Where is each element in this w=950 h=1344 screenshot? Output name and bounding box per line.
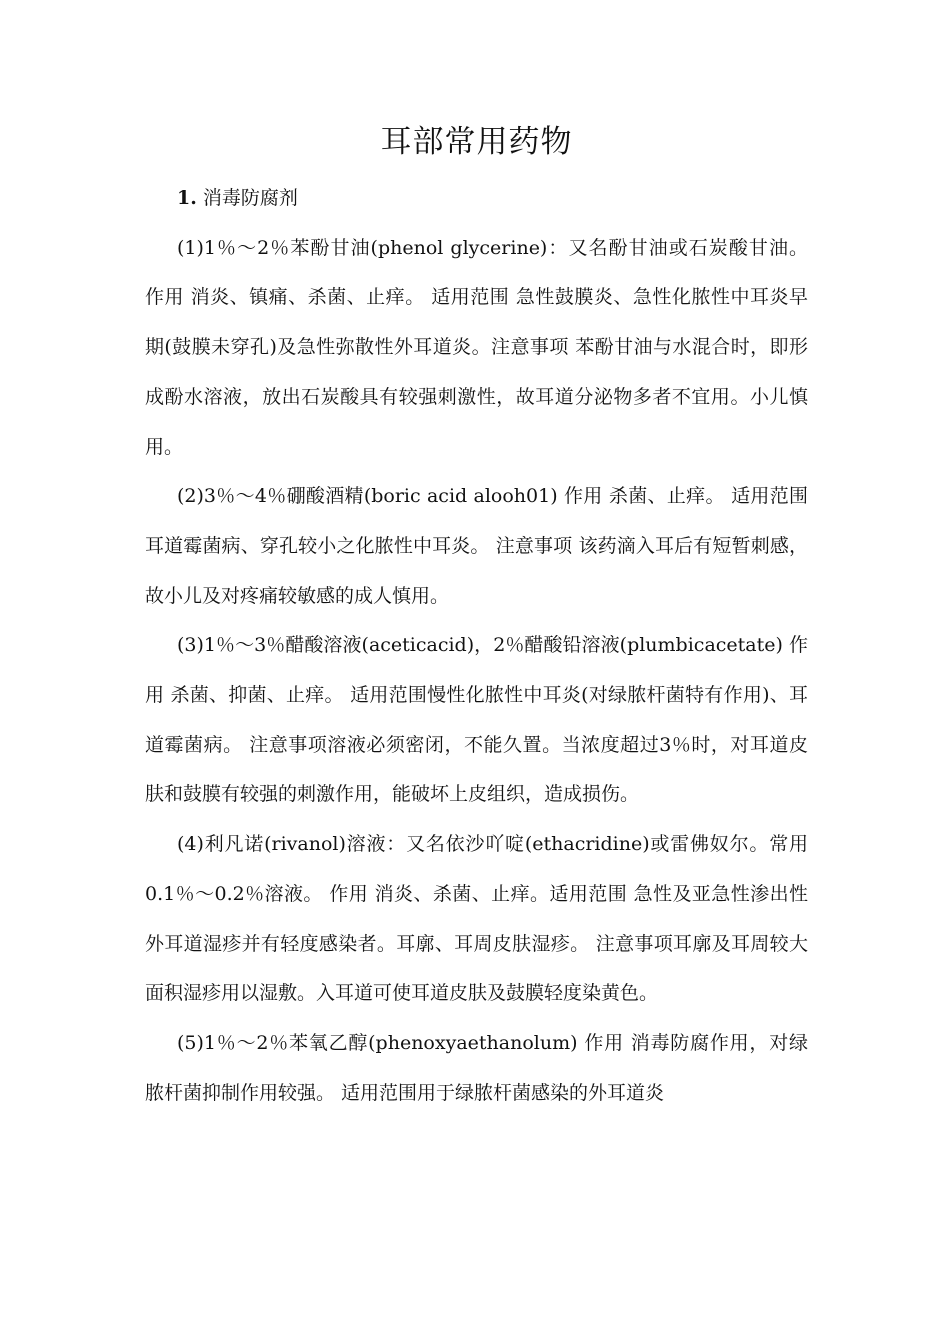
section-separator: . (190, 187, 197, 209)
paragraph-rivanol: (4)利凡诺(rivanol)溶液：又名依沙吖啶(ethacridine)或雷佛奴尔。常用0.1％～0.2％溶液。 作用 消炎、杀菌、止痒。适用范围 急性及亚急性渗出性外耳道湿疹并有轻度感染者。耳廓、耳周皮肤湿疹。 注意事项耳廓及耳周较大面积湿疹用以湿敷。入耳道可使耳道皮肤及鼓膜轻度染黄色。 (145, 833, 808, 1005)
paragraph-phenol-glycerine: (1)1％～2％苯酚甘油(phenol glycerine)：又名酚甘油或石炭酸甘油。 作用 消炎、镇痛、杀菌、止痒。 适用范围 急性鼓膜炎、急性化脓性中耳炎早期(鼓膜未穿孔)及急性弥散性外耳道炎。注意事项 苯酚甘油与水混合时，即形成酚水溶液，放出石炭酸具有较强刺激性，故耳道分泌物多者不宜用。小儿慎用。 (145, 236, 808, 458)
section-number: 1 (177, 187, 191, 209)
section-title: 消毒防腐剂 (202, 187, 298, 209)
page-title: 耳部常用药物 (380, 124, 573, 160)
paragraph-phenoxyethanol: (5)1％～2％苯氧乙醇(phenoxyaethanolum) 作用 消毒防腐作用，对绿脓杆菌抑制作用较强。 适用范围用于绿脓杆菌感染的外耳道炎 (145, 1031, 808, 1104)
section-heading (145, 174, 808, 224)
paragraph-boric-acid-alcohol: (2)3％～4％硼酸酒精(boric acid alooh01) 作用 杀菌、止痒。 适用范围 耳道霉菌病、穿孔较小之化脓性中耳炎。 注意事项 该药滴入耳后有短暂刺感，故小儿及对疼痛较敏感的成人慎用。 (145, 485, 808, 607)
paragraph-acetic-acid: (3)1％～3％醋酸溶液(aceticacid)，2％醋酸铅溶液(plumbicacetate) 作用 杀菌、抑菌、止痒。 适用范围慢性化脓性中耳炎(对绿脓杆菌特有作用)、耳道霉菌病。 注意事项溶液必须密闭，不能久置。当浓度超过3％时，对耳道皮肤和鼓膜有较强的刺激作用，能破坏上皮组织，造成损伤。 (145, 634, 808, 806)
